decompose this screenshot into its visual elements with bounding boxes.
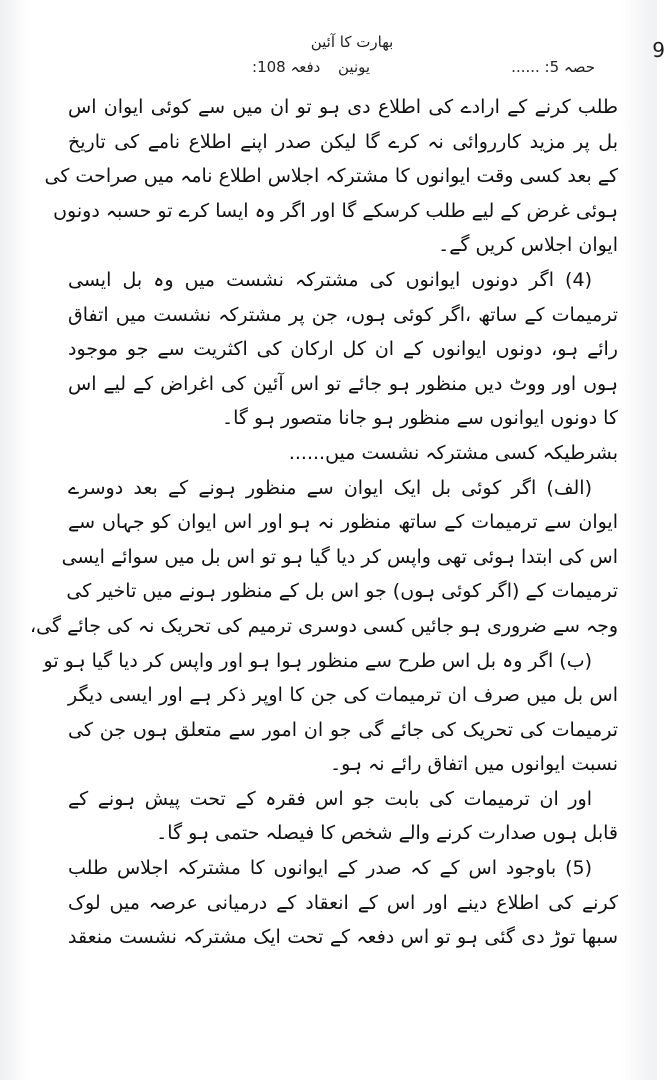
text-line: رائے ہو، دونوں ایوانوں کے ان کل ارکان کی اکثریت سے جو موجود (68, 338, 618, 361)
text-line: اس بل میں صرف ان ترمیمات کی جن کا اوپر ذکر ہے اور ایسی دیگر (68, 684, 618, 707)
text-line: ایوان اجلاس کریں گے۔ (438, 234, 618, 257)
page-number: 9 (652, 38, 665, 62)
text-line: (4) اگر دونوں ایوانوں کی مشترکہ نشست میں وہ بل ایسی (68, 268, 592, 291)
text-line: (الف) اگر کوئی بل ایک ایوان سے منظور ہونے کے بعد دوسرے (68, 476, 592, 499)
header-section: دفعہ 108: (252, 58, 321, 76)
text-line: ہوئی غرض کے لیے طلب کرسکے گا اور اگر وہ ایسا کرے تو حسبہ دونوں (53, 199, 618, 222)
text-line: اور ان ترمیمات کی بابت جو اس فقرہ کے تحت پیش ہونے کے (68, 787, 592, 810)
text-line: قابل ہوں صدارت کرنے والے شخص کا فیصلہ حتمی ہو گا۔ (156, 822, 618, 845)
text-line: کے بعد کسی وقت ایوانوں کا مشترکہ اجلاس اطلاع نامہ میں صراحت کی (44, 165, 618, 188)
text-line: (ب) اگر وہ بل اس طرح سے منظور ہوا ہو اور واپس کر دیا گیا ہو تو (43, 649, 592, 672)
text-line: کا دونوں ایوانوں سے منظور ہو جانا متصور ہو گا۔ (222, 407, 618, 430)
text-line: بل پر مزید کارروائی نہ کرے گا لیکن صدر اپنے اطلاع نامے کی تاریخ (68, 130, 618, 153)
header-title: بھارت کا آئین (310, 33, 394, 51)
text-line: (5) باوجود اس کے کہ صدر کے ایوانوں کا مشترکہ اجلاس طلب (68, 857, 592, 880)
text-body (30, 90, 618, 955)
text-line: ایوان سے ترمیمات کے ساتھ منظور نہ ہو اور اس ایوان کو جہاں سے (68, 511, 618, 534)
header-union: یونین (338, 58, 371, 76)
text-line: اس کی ابتدا ہوئی تھی واپس کر دیا گیا ہو تو اس بل میں سوائے ایسی (61, 545, 618, 568)
text-line: ترمیمات کے (اگر کوئی ہوں) جو اس بل کے منظور ہونے میں تاخیر کی (66, 580, 618, 603)
header-part: حصہ 5: ...... (511, 58, 595, 76)
text-line: ترمیمات کی تحریک کی جائے گی جو ان امور سے متعلق ہوں جن کی (68, 718, 618, 741)
text-line: نسبت ایوانوں میں اتفاق رائے نہ ہو۔ (329, 753, 618, 776)
text-line: طلب کرنے کے ارادے کی اطلاع دی ہو تو ان میں سے کوئی ایوان اس (68, 96, 618, 118)
text-line: بشرطیکہ کسی مشترکہ نشست میں...... (288, 441, 618, 464)
text-line: وجہ سے ضروری ہو جائیں کسی دوسری ترمیم کی تحریک نہ کی جائے گی، (30, 614, 618, 637)
text-line: ہوں اور ووٹ دیں منظور ہو جائے تو اس آئین کی اغراض کے لیے اس (68, 372, 618, 395)
text-line: ترمیمات کے ساتھ ،اگر کوئی ہوں، جن پر مشترکہ نشست میں اتفاق (68, 303, 618, 326)
text-line: کرنے کی اطلاع دینے اور اس کے انعقاد کے درمیانی عرصہ میں لوک (68, 891, 618, 914)
text-line: سبھا توڑ دی گئی ہو تو اس دفعہ کے تحت ایک مشترکہ نشست منعقد (68, 926, 618, 949)
